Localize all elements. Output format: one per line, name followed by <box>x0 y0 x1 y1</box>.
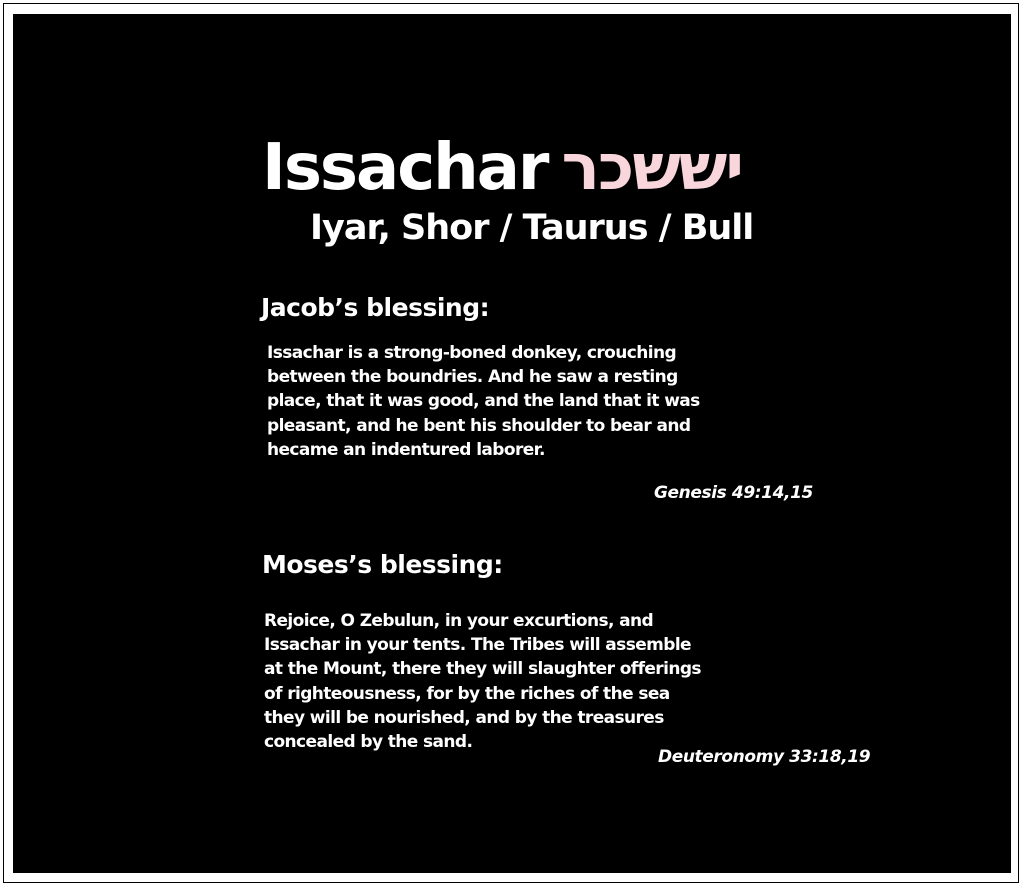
moses-blessing-line: of righteousness, for by the riches of the sea <box>264 683 670 704</box>
title-english: Issachar <box>262 131 548 205</box>
page-subtitle: Iyar, Shor / Taurus / Bull <box>310 208 754 248</box>
jacob-blessing-line: between the boundries. And he saw a resting <box>267 367 678 388</box>
page-title <box>262 128 742 208</box>
jacob-blessing-line: Issachar is a strong-boned donkey, crouching <box>267 343 677 363</box>
jacob-blessing-line: place, that it was good, and the land that it was <box>267 391 700 412</box>
jacob-blessing-line: pleasant, and he bent his shoulder to bear and <box>267 415 691 436</box>
jacob-blessing-line: hecame an indentured laborer. <box>267 439 545 460</box>
moses-blessing-line: they will be nourished, and by the treasures <box>264 707 664 728</box>
jacob-blessing-text <box>267 341 700 462</box>
jacob-blessing-citation: Genesis 49:14,15 <box>654 483 813 503</box>
moses-blessing-line: Issachar in your tents. The Tribes will assemble <box>264 635 691 656</box>
moses-blessing-heading: Moses’s blessing: <box>262 550 503 579</box>
moses-blessing-line: concealed by the sand. <box>264 732 473 753</box>
title-hebrew: יששכר <box>561 131 743 205</box>
moses-blessing-line: at the Mount, there they will slaughter offerings <box>264 659 701 680</box>
jacob-blessing-heading: Jacob’s blessing: <box>261 293 490 322</box>
moses-blessing-text <box>264 609 701 754</box>
moses-blessing-line: Rejoice, O Zebulun, in your excurtions, and <box>264 611 654 631</box>
moses-blessing-citation: Deuteronomy 33:18,19 <box>658 747 871 767</box>
